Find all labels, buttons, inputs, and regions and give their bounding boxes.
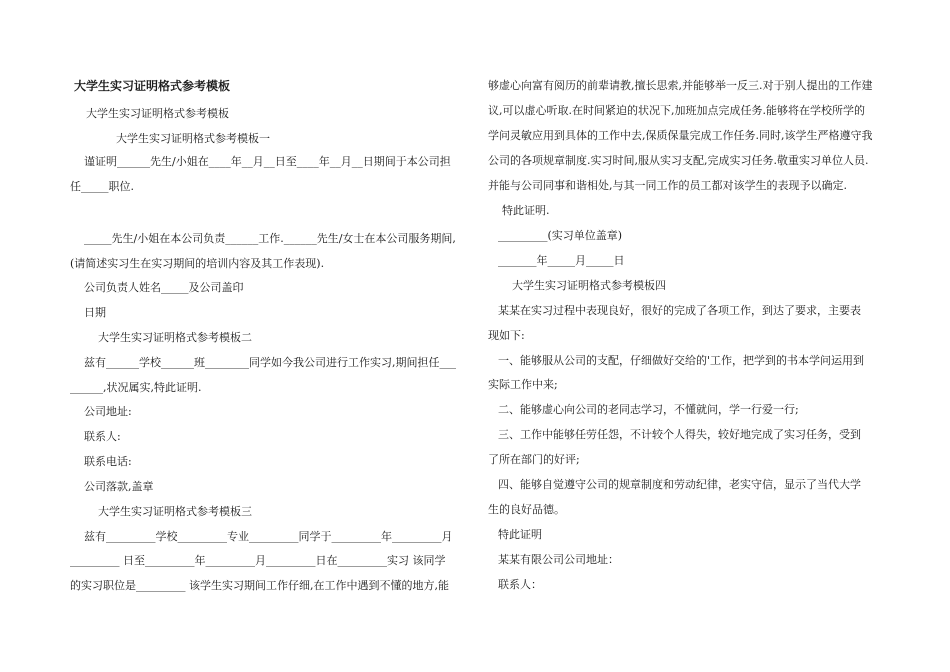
text-line: 联系人: [84, 430, 121, 443]
document-title: 大学生实习证明格式参考模板 [74, 79, 231, 93]
text-line: 现如下: [488, 329, 525, 342]
text-line: 兹有______学校______班________同学如今我公司进行工作实习,期间担任___ [84, 356, 456, 369]
template-2-heading: 大学生实习证明格式参考模板二 [98, 331, 252, 344]
template-1-heading: 大学生实习证明格式参考模板一 [116, 132, 270, 145]
text-line: ______,状况属实,特此证明. [70, 381, 202, 394]
text-line: 了所在部门的好评; [488, 453, 580, 466]
text-line: 三、工作中能够任劳任怨，不计较个人得失，较好地完成了实习任务，受到 [498, 428, 861, 441]
text-line: 够虚心向富有阅历的前辈请教,擅长思索,并能够举一反三.对于别人提出的工作建 [488, 79, 873, 92]
text-line: 公司负责人姓名_____及公司盖印 [84, 281, 244, 294]
seal-line: _________(实习单位盖章) [498, 229, 623, 242]
text-line: 日期 [84, 306, 106, 319]
text-line: 的实习职位是_________ 该学生实习期间工作仔细,在工作中遇到不懂的地方,能 [70, 579, 449, 592]
text-line: 学问灵敏应用到具体的工作中去,保质保量完成工作任务.同时,该学生严格遵守我 [488, 129, 873, 142]
subtitle-line: 大学生实习证明格式参考模板 [86, 107, 229, 120]
text-line: 兹有_________学校_________专业_________同学于_________年_________月 [84, 530, 453, 543]
date-line: _______年_____月_____日 [498, 254, 625, 267]
text-line: 谨证明______先生/小姐在____年__月__日至____年__月__日期间于本公司担 [84, 155, 451, 168]
template-3-heading: 大学生实习证明格式参考模板三 [98, 505, 252, 518]
text-line: 公司的各项规章制度.实习时间,服从实习支配,完成实习任务.敬重实习单位人员. [488, 154, 869, 167]
text-line: (请简述实习生在实习期间的培训内容及其工作表现). [70, 257, 325, 270]
text-line: 某某在实习过程中表现良好，很好的完成了各项工作，到达了要求，主要表 [498, 304, 861, 317]
text-line: 并能与公司同事和谐相处,与其一同工作的员工都对该学生的表现予以确定. [488, 179, 847, 192]
text-line: 特此证明. [502, 204, 550, 217]
text-line: 二、能够虚心向公司的老同志学习，不懂就问，学一行爱一行; [498, 403, 799, 416]
text-line: _________ 日至_________年_________月_________日在_________实习 该同学 [70, 554, 446, 567]
text-line: 公司地址: [84, 405, 132, 418]
text-line: 四、能够自觉遵守公司的规章制度和劳动纪律，老实守信，显示了当代大学 [498, 478, 861, 491]
text-line: 联系人： [498, 578, 542, 591]
text-line: 某某有限公司公司地址： [498, 553, 619, 566]
text-line: 实际工作中来; [488, 378, 558, 391]
text-line: 议,可以虚心听取.在时间紧迫的状况下,加班加点完成任务.能够将在学校所学的 [488, 104, 865, 117]
text-line: 一、能够服从公司的支配，仔细做好交给的'工作，把学到的书本学问运用到 [498, 354, 865, 367]
text-line: 联系电话: [84, 455, 132, 468]
text-line: 公司落款,盖章 [84, 480, 154, 493]
text-line: 生的良好品德。 [488, 503, 565, 516]
text-line: 特此证明 [498, 528, 542, 541]
text-line: 任_____职位. [70, 180, 134, 193]
text-line: _____先生/小姐在本公司负责______工作.______先生/女士在本公司服务期间, [84, 232, 456, 245]
template-4-heading: 大学生实习证明格式参考模板四 [512, 279, 666, 292]
